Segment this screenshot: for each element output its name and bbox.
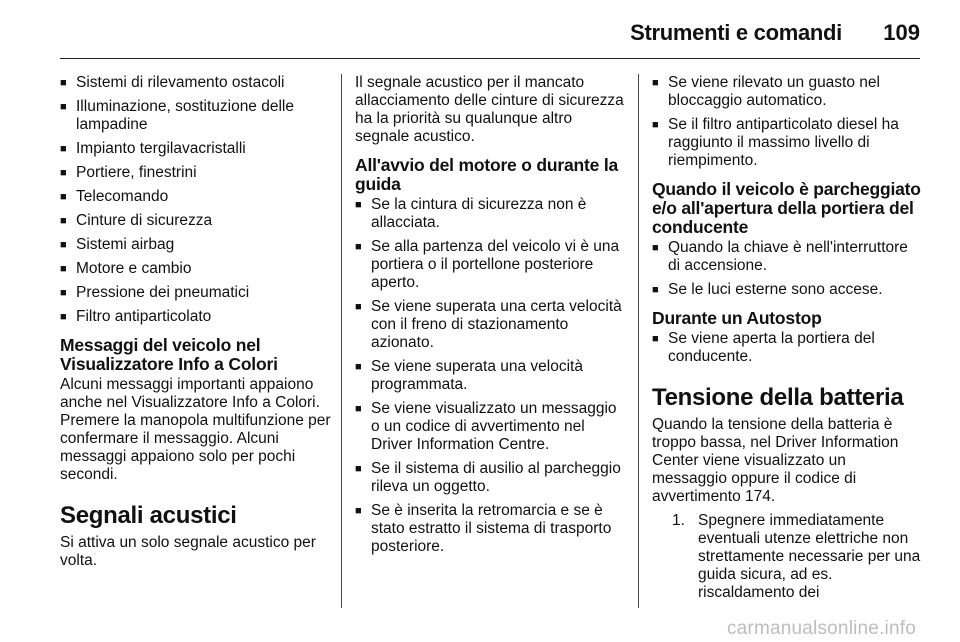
bullet-icon: ■ — [355, 463, 362, 475]
bullet-icon: ■ — [355, 361, 362, 373]
column-3 — [652, 74, 924, 602]
list-item: ■ Se viene rilevato un guasto nel bloccaggio automatico. — [652, 74, 880, 109]
step-item: 1. Spegnere immediatamente eventuali utenze elettriche non strettamente necessarie per una guida sicura, ad es. riscaldamento dei — [672, 512, 921, 601]
list-item: ■ Illuminazione, sostituzione delle lampadine — [60, 98, 294, 133]
bullet-icon: ■ — [60, 77, 67, 89]
bullet-icon: ■ — [652, 119, 659, 131]
page-number: 109 — [883, 20, 920, 45]
fault-conditions-list — [652, 74, 924, 170]
list-item: ■ Impianto tergilavacristalli — [60, 140, 246, 157]
list-item: ■ Sistemi di rilevamento ostacoli — [60, 74, 285, 91]
step-number: 1. — [672, 512, 685, 529]
intro-paragraph: Il segnale acustico per il mancato allacciamento delle cinture di sicurezza ha la priorità su qualunque altro segnale acustico. — [355, 74, 624, 145]
list-item: ■ Se le luci esterne sono accese. — [652, 281, 883, 298]
section-heading-messages: Messaggi del veicolo nel Visualizzatore Info a Colori — [60, 335, 278, 374]
bullet-icon: ■ — [60, 167, 67, 179]
column-1 — [60, 74, 332, 576]
list-item: ■ Sistemi airbag — [60, 236, 175, 253]
autostop-conditions-list — [652, 330, 924, 366]
bullet-icon: ■ — [60, 287, 67, 299]
bullet-icon: ■ — [60, 215, 67, 227]
list-item: ■ Se è inserita la retromarcia e se è stato estratto il sistema di trasporto posteriore. — [355, 502, 612, 555]
page-header — [0, 0, 960, 60]
bullet-icon: ■ — [355, 241, 362, 253]
header-title: Strumenti e comandi — [630, 20, 842, 45]
list-item: ■ Portiere, finestrini — [60, 164, 197, 181]
bullet-icon: ■ — [355, 301, 362, 313]
list-item: ■ Se il sistema di ausilio al parcheggio rileva un oggetto. — [355, 460, 621, 495]
column-divider-right — [638, 74, 639, 608]
steps-list — [652, 512, 924, 602]
bullet-icon: ■ — [60, 101, 67, 113]
bullet-icon: ■ — [652, 284, 659, 296]
header-rule — [60, 58, 920, 59]
list-item: ■ Telecomando — [60, 188, 169, 205]
watermark: carmanualsonline.info — [726, 618, 916, 639]
signals-paragraph: Si attiva un solo segnale acustico per volta. — [60, 534, 316, 569]
section-heading-battery: Tensione della batteria — [652, 384, 904, 411]
bullet-icon: ■ — [60, 239, 67, 251]
battery-paragraph: Quando la tensione della batteria è troppo bassa, nel Driver Information Center viene visualizzato un messaggio oppure il codice di avvertimento 174. — [652, 416, 899, 505]
section-heading-signals: Segnali acustici — [60, 502, 237, 529]
list-item: ■ Se il filtro antiparticolato diesel ha raggiunto il massimo livello di riempimento. — [652, 116, 899, 169]
list-item: ■ Quando la chiave è nell'interruttore di accensione. — [652, 239, 908, 274]
column-divider-left — [341, 74, 342, 608]
list-item: ■ Motore e cambio — [60, 260, 192, 277]
bullet-icon: ■ — [355, 403, 362, 415]
column-2 — [355, 74, 627, 562]
bullet-icon: ■ — [355, 505, 362, 517]
bullet-icon: ■ — [652, 77, 659, 89]
section-heading-start: All'avvio del motore o durante la guida — [355, 155, 619, 194]
bullet-icon: ■ — [60, 191, 67, 203]
list-item: ■ Pressione dei pneumatici — [60, 284, 250, 301]
start-conditions-list — [355, 196, 627, 556]
list-item: ■ Se la cintura di sicurezza non è allacciata. — [355, 196, 587, 231]
topic-list — [60, 74, 332, 326]
list-item: ■ Filtro antiparticolato — [60, 308, 212, 325]
bullet-icon: ■ — [60, 143, 67, 155]
list-item: ■ Cinture di sicurezza — [60, 212, 213, 229]
section-heading-parked: Quando il veicolo è parcheggiato e/o all'apertura della portiera del conducente — [652, 179, 921, 237]
bullet-icon: ■ — [652, 242, 659, 254]
list-item: ■ Se alla partenza del veicolo vi è una portiera o il portellone posteriore aperto. — [355, 238, 620, 291]
parked-conditions-list — [652, 239, 924, 299]
bullet-icon: ■ — [355, 199, 362, 211]
list-item: ■ Se viene visualizzato un messaggio o un codice di avvertimento nel Driver Information Centre. — [355, 400, 617, 453]
list-item: ■ Se viene superata una velocità programmata. — [355, 358, 583, 393]
bullet-icon: ■ — [60, 311, 67, 323]
bullet-icon: ■ — [60, 263, 67, 275]
messages-paragraph: Alcuni messaggi importanti appaiono anche nel Visualizzatore Info a Colori. Premere la manopola multifunzione per confermare il messaggio. Alcuni messaggi appaiono solo per pochi secondi. — [60, 376, 331, 483]
list-item: ■ Se viene superata una certa velocità con il freno di stazionamento azionato. — [355, 298, 622, 351]
list-item: ■ Se viene aperta la portiera del conducente. — [652, 330, 875, 365]
section-heading-autostop: Durante un Autostop — [652, 308, 822, 328]
bullet-icon: ■ — [652, 333, 659, 345]
